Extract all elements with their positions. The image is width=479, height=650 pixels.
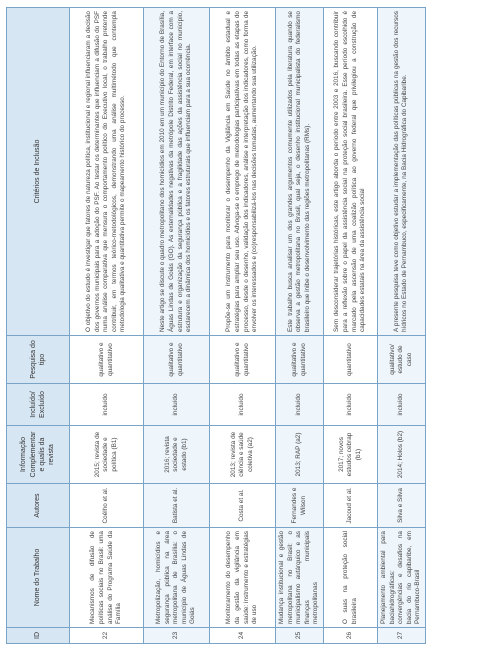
cell-type: quantitativo (324, 336, 378, 384)
cell-id: 25 (276, 628, 324, 644)
cell-info: 2013; RAP (a2) (276, 426, 324, 484)
cell-status: incluído (210, 384, 276, 426)
header-row (7, 8, 70, 644)
cell-criteria: Sem desconsiderar trajetórias históricas, este artigo aborda o período entre 2003 e 2016, buscando contribuir para a reflexão sobre o papel da assistência social na proteção social brasileira. Esse período escolhido é marcado pela ascensão de uma coalizão política ao governo federal que privilegiou a construção de capacidades estatais na área da assistência social (324, 8, 378, 336)
cell-criteria: O objetivo do estudo é investigar que fatores de natureza política, institucional e regional influenciaram a decisão dos governos municipais para a adoção do PSF. Ao testar os determinantes que influenciam a difusão do PSF numa análise comparativa que mensura o comportamento político do Executivo local, o trabalho pretende contribuir, em termos teórico-metodológicos, demonstrando uma análise multimétodo que contempla metodologia qualitativa e quantitativa permite o mapeamento histórico do processo. (70, 8, 144, 336)
header-authors: Autores (7, 484, 70, 528)
cell-status: incluído (378, 384, 426, 426)
cell-id: 24 (210, 628, 276, 644)
table-row (210, 8, 276, 644)
table-row (324, 8, 378, 644)
cell-authors: Batista et al. (144, 484, 210, 528)
cell-type: qualitativo e quantitativo (276, 336, 324, 384)
cell-authors: Fernandes e Wilson (276, 484, 324, 528)
cell-criteria: Este trabalho busca analisar um dos grandes argumentos comumente utilizados pela literatura quando se observa a gestão metropolitana no Brasil, qual seja, o desenho institucional municipalista do federalismo brasileiro que inibe o desenvolvimento das regiões metropolitanas (RMs). (276, 8, 324, 336)
cell-authors: Coêlho et al. (70, 484, 144, 528)
cell-type: qualitativo/ estudo de caso (378, 336, 426, 384)
cell-id: 22 (70, 628, 144, 644)
cell-type: qualitativo e quantitativo (210, 336, 276, 384)
cell-criteria: Propõe-se um instrumento para monitorar o desempenho da Vigilância em Saúde no âmbito estadual e estratégias para ampliar seu uso. Advoga-se o emprego de metodologias participativas em todas as etapas do processo, desde o desenho, validação dos indicadores, análise e interpretação dos indicadores, como forma de envolver os interessados e (co)responsabilizá-los nas decisões tomadas, aumentando sua utilização. (210, 8, 276, 336)
cell-authors: Silva e Silva (378, 484, 426, 528)
cell-status: incluído (324, 384, 378, 426)
cell-id: 23 (144, 628, 210, 644)
header-info: Informação Complementar e qualis da revista (7, 426, 70, 484)
cell-criteria: A presente pesquisa teve como objetivo estudar a implementação das políticas públicas na gestão dos recursos hídricos no Estado de Pernambuco, especificamente, na Bacia Hidrográfica do Capibaribe. (378, 8, 426, 336)
table-row (70, 8, 144, 644)
table-row (378, 8, 426, 644)
cell-info: 2013; revista de ciência e saúde coletiva (a2) (210, 426, 276, 484)
cell-authors: Jacoud et al. (324, 484, 378, 528)
cell-authors: Costa et al. (210, 484, 276, 528)
table-row (144, 8, 210, 644)
cell-title: Planejamento ambiental para baciahidrográficas: convergências e desafios na bacia do rio capibaribe, em Pernambuco-Brasil (378, 528, 426, 628)
cell-title: O suas na proteção social brasileira (324, 528, 378, 628)
cell-info: 2017; novos estudos cebrap (b1) (324, 426, 378, 484)
inclusion-table (6, 7, 426, 644)
header-title: Nome do Trabalho (7, 528, 70, 628)
header-status: Incluído/ Excluído (7, 384, 70, 426)
header-type: Pesquisa do tipo (7, 336, 70, 384)
header-criteria: Critérios de Inclusão (7, 8, 70, 336)
cell-title: Metropolização, homicídios e segurança pública na área metropolitana de Brasília: o município de Águas Lindas de Goiás (144, 528, 210, 628)
table-row (276, 8, 324, 644)
cell-status: incluído (276, 384, 324, 426)
cell-title: Mudança institucional e gestão metropolitana no Brasil: o municipalismo autárquico e as finanças municipais metropolitanas (276, 528, 324, 628)
cell-info: 2016; revista sociedade e estado (b1) (144, 426, 210, 484)
cell-type: qualitativo e quantitativo (144, 336, 210, 384)
cell-criteria: Neste artigo se discute o quadro metropolitano dos homicídios em 2010 em um município do Entorno de Brasília, Águas Lindas de Goiás (GO). As externalidades negativas da metrópole Distrito Federal, em interface com a estrutura e organização da segurança pública e a fragilidade das ações da assistência social no município, esclarecem a dinâmica dos homicídios e os fatores estruturais que influenciam para a sua ocorrência. (144, 8, 210, 336)
cell-info: 2014; Holos (b2) (378, 426, 426, 484)
cell-title: Mecanismos de difusão de políticas sociais no Brasil: uma análise do Programa Saúde da Família (70, 528, 144, 628)
header-id: ID (7, 628, 70, 644)
cell-id: 27 (378, 628, 426, 644)
cell-id: 26 (324, 628, 378, 644)
cell-title: Monitoramento do desempenho da gestão da vigilância em saúde: instrumento e estratégias de uso (210, 528, 276, 628)
cell-status: incluído (144, 384, 210, 426)
cell-status: incluído (70, 384, 144, 426)
cell-info: 2015; revista de sociedade e política (B1) (70, 426, 144, 484)
cell-type: qualitativo e quantitativo (70, 336, 144, 384)
